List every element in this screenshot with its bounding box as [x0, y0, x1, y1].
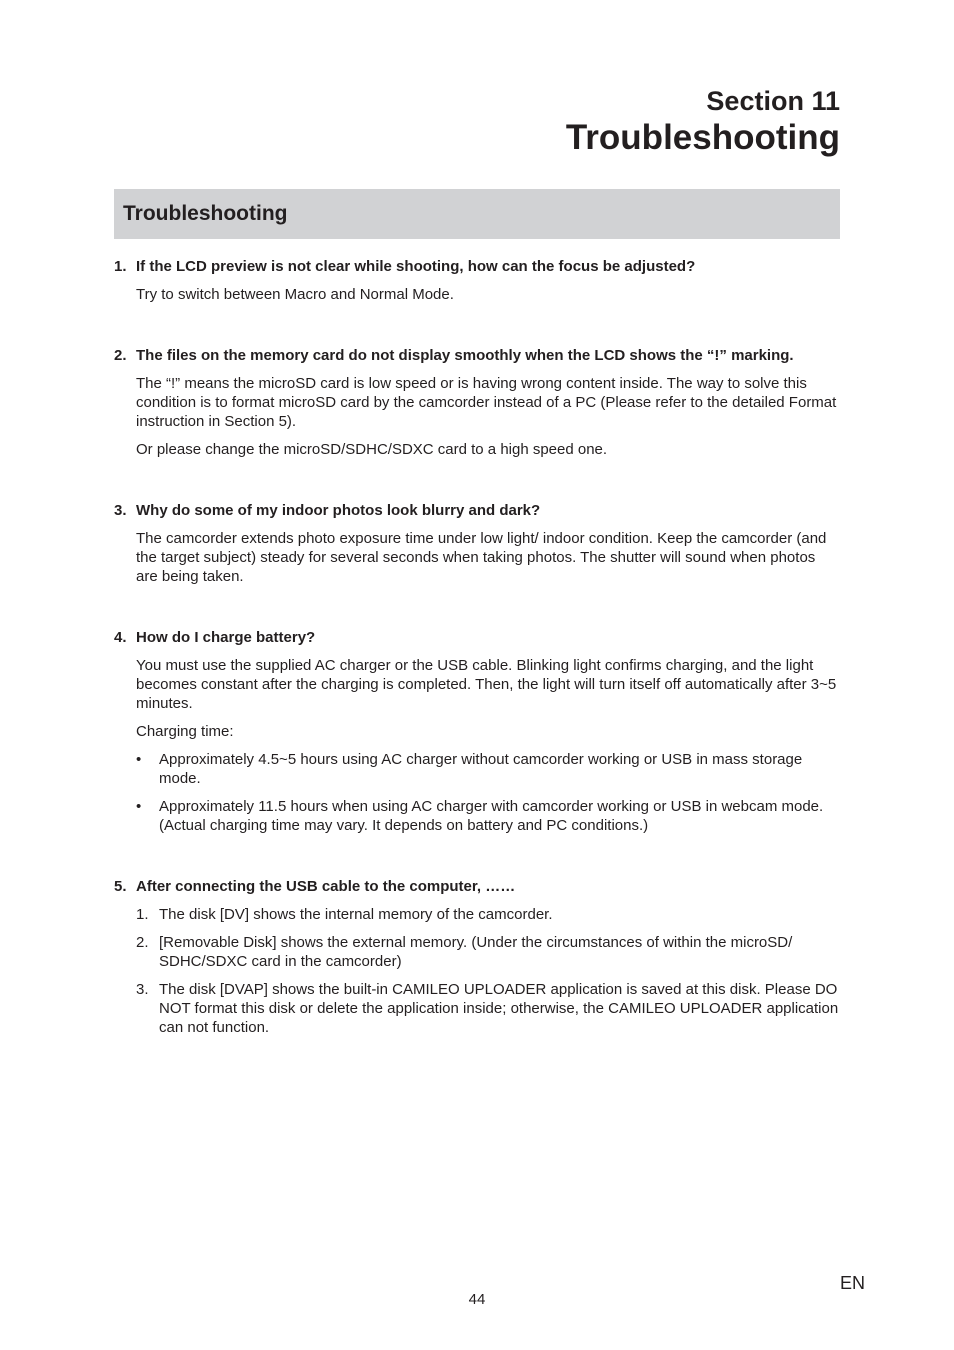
answer — [114, 374, 840, 459]
item-number: 1. — [136, 906, 149, 923]
numbered-item — [114, 933, 840, 971]
question-text: Why do some of my indoor photos look blurry and dark? — [136, 502, 541, 519]
question-number: 2. — [114, 347, 127, 364]
faq-item-5 — [114, 877, 840, 1037]
question-text: The files on the memory card do not display smoothly when the LCD shows the “!” marking. — [136, 347, 794, 364]
question-number: 4. — [114, 629, 127, 646]
item-number: 2. — [136, 934, 149, 951]
answer-paragraph: The camcorder extends photo exposure time under low light/ indoor condition. Keep the camcorder (and the target subject) steady for several seconds when taking photos. The shutter will sound when photos are being taken. — [136, 530, 827, 585]
question-heading — [114, 346, 840, 365]
bullet-item — [114, 750, 840, 788]
answer — [114, 285, 840, 304]
item-text: The disk [DVAP] shows the built-in CAMILEO UPLOADER application is saved at this disk. Please DO NOT format this disk or delete the application inside; otherwise, the CAMILEO UPLOADER application can not function. — [159, 981, 839, 1036]
topic-banner — [114, 189, 840, 239]
question-text: How do I charge battery? — [136, 629, 316, 646]
item-number: 3. — [136, 981, 149, 998]
numbered-item — [114, 980, 840, 1037]
faq-item-2 — [114, 346, 840, 459]
language-code: EN — [840, 1273, 866, 1293]
question-text: After connecting the USB cable to the computer, …… — [136, 878, 516, 895]
section-label: Section 11 — [706, 86, 840, 116]
question-heading — [114, 257, 840, 276]
faq-item-3 — [114, 501, 840, 586]
bullet-note: (Actual charging time may vary. It depends on battery and PC conditions.) — [159, 817, 649, 834]
banner-title: Troubleshooting — [123, 202, 288, 225]
faq-item-1 — [114, 257, 840, 304]
bullet-text: Approximately 4.5~5 hours using AC charger without camcorder working or USB in mass storage mode. — [159, 751, 803, 787]
answer-paragraph: You must use the supplied AC charger or the USB cable. Blinking light confirms charging, and the light becomes constant after the charging is completed. Then, the light will turn itself off automatically after 3~5 minutes. — [136, 657, 837, 712]
answer-paragraph: Charging time: — [136, 723, 234, 740]
question-number: 1. — [114, 258, 127, 275]
answer-paragraph: The “!” means the microSD card is low speed or is having wrong content inside. The way to solve this condition is to format microSD card by the camcorder instead of a PC (Please refer to the detailed Format instruction in Section 5). — [136, 375, 837, 430]
bullet-marker: • — [136, 798, 142, 815]
question-heading — [114, 501, 840, 520]
answer — [114, 529, 840, 586]
item-text: The disk [DV] shows the internal memory of the camcorder. — [159, 906, 553, 923]
answer — [114, 656, 840, 741]
section-title: Troubleshooting — [565, 118, 840, 157]
page-number: 44 — [468, 1291, 486, 1308]
question-heading — [114, 877, 840, 896]
faq-list — [114, 252, 840, 1037]
question-number: 5. — [114, 878, 127, 895]
bullet-item — [114, 797, 840, 835]
answer-paragraph: Or please change the microSD/SDHC/SDXC card to a high speed one. — [136, 441, 608, 458]
question-text: If the LCD preview is not clear while shooting, how can the focus be adjusted? — [136, 258, 696, 275]
question-heading — [114, 628, 840, 647]
faq-item-4 — [114, 628, 840, 835]
bullet-marker: • — [136, 751, 142, 768]
numbered-item — [114, 905, 840, 924]
answer-paragraph: Try to switch between Macro and Normal Mode. — [136, 286, 454, 303]
bullet-text: Approximately 11.5 hours when using AC charger with camcorder working or USB in webcam mode. — [159, 798, 824, 815]
item-text: [Removable Disk] shows the external memory. (Under the circumstances of within the microSD/ SDHC/SDXC card in the camcorder) — [159, 934, 793, 970]
question-number: 3. — [114, 502, 127, 519]
section-header — [566, 84, 840, 158]
